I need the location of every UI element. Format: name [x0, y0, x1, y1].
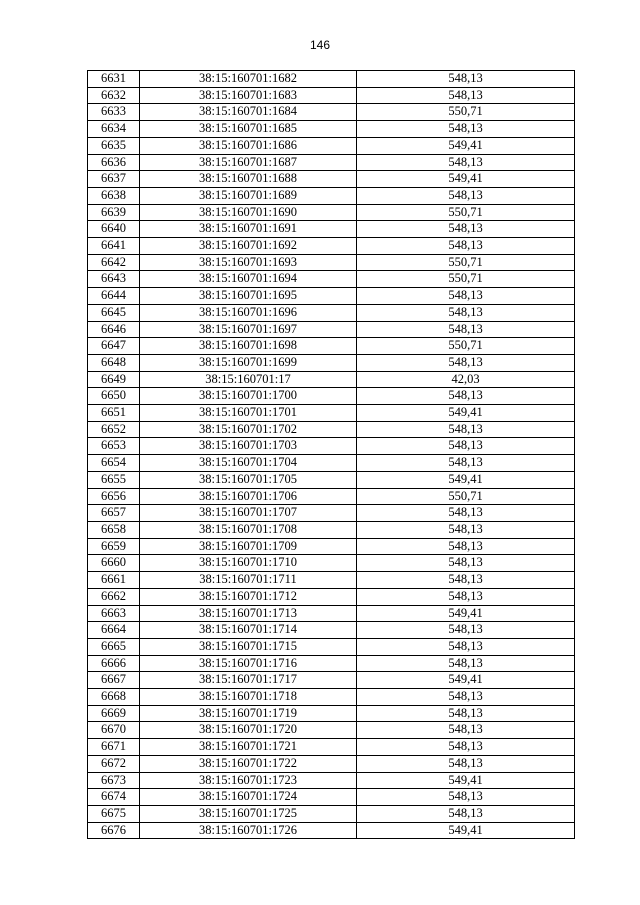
table-row	[88, 605, 575, 622]
row-number-cell: 6651	[88, 405, 140, 422]
area-cell: 42,03	[357, 371, 575, 388]
area-cell: 548,13	[357, 71, 575, 88]
cadastral-number-cell: 38:15:160701:1723	[140, 772, 357, 789]
table-row	[88, 354, 575, 371]
table-row	[88, 221, 575, 238]
cadastral-number-cell: 38:15:160701:1725	[140, 805, 357, 822]
row-number-cell: 6655	[88, 471, 140, 488]
cadastral-number-cell: 38:15:160701:1709	[140, 538, 357, 555]
row-number-cell: 6666	[88, 655, 140, 672]
table-row	[88, 555, 575, 572]
row-number-cell: 6648	[88, 354, 140, 371]
table-row	[88, 689, 575, 706]
row-number-cell: 6650	[88, 388, 140, 405]
row-number-cell: 6633	[88, 104, 140, 121]
row-number-cell: 6663	[88, 605, 140, 622]
row-number-cell: 6636	[88, 154, 140, 171]
row-number-cell: 6657	[88, 505, 140, 522]
row-number-cell: 6631	[88, 71, 140, 88]
row-number-cell: 6669	[88, 705, 140, 722]
row-number-cell: 6671	[88, 739, 140, 756]
cadastral-number-cell: 38:15:160701:1716	[140, 655, 357, 672]
area-cell: 548,13	[357, 455, 575, 472]
area-cell: 548,13	[357, 805, 575, 822]
cadastral-number-cell: 38:15:160701:1720	[140, 722, 357, 739]
area-cell: 550,71	[357, 204, 575, 221]
row-number-cell: 6634	[88, 121, 140, 138]
cadastral-number-cell: 38:15:160701:1726	[140, 822, 357, 839]
table-row	[88, 521, 575, 538]
area-cell: 549,41	[357, 171, 575, 188]
table-row	[88, 572, 575, 589]
table-row	[88, 154, 575, 171]
row-number-cell: 6653	[88, 438, 140, 455]
cadastral-number-cell: 38:15:160701:1722	[140, 755, 357, 772]
table-row	[88, 288, 575, 305]
cadastral-number-cell: 38:15:160701:1702	[140, 421, 357, 438]
row-number-cell: 6649	[88, 371, 140, 388]
row-number-cell: 6676	[88, 822, 140, 839]
table-row	[88, 371, 575, 388]
area-cell: 550,71	[357, 488, 575, 505]
cadastral-number-cell: 38:15:160701:1713	[140, 605, 357, 622]
table-row	[88, 204, 575, 221]
cadastral-number-cell: 38:15:160701:1705	[140, 471, 357, 488]
row-number-cell: 6658	[88, 521, 140, 538]
cadastral-number-cell: 38:15:160701:1683	[140, 87, 357, 104]
row-number-cell: 6660	[88, 555, 140, 572]
area-cell: 548,13	[357, 421, 575, 438]
area-cell: 550,71	[357, 338, 575, 355]
table-row	[88, 438, 575, 455]
table-row	[88, 338, 575, 355]
row-number-cell: 6647	[88, 338, 140, 355]
area-cell: 548,13	[357, 722, 575, 739]
registry-table	[87, 70, 575, 839]
row-number-cell: 6672	[88, 755, 140, 772]
cadastral-number-cell: 38:15:160701:1685	[140, 121, 357, 138]
row-number-cell: 6673	[88, 772, 140, 789]
area-cell: 548,13	[357, 638, 575, 655]
area-cell: 548,13	[357, 304, 575, 321]
area-cell: 548,13	[357, 739, 575, 756]
row-number-cell: 6642	[88, 254, 140, 271]
row-number-cell: 6665	[88, 638, 140, 655]
cadastral-number-cell: 38:15:160701:1724	[140, 789, 357, 806]
cadastral-number-cell: 38:15:160701:1688	[140, 171, 357, 188]
cadastral-number-cell: 38:15:160701:1693	[140, 254, 357, 271]
area-cell: 548,13	[357, 438, 575, 455]
cadastral-number-cell: 38:15:160701:1711	[140, 572, 357, 589]
area-cell: 548,13	[357, 588, 575, 605]
area-cell: 548,13	[357, 521, 575, 538]
table-row	[88, 588, 575, 605]
row-number-cell: 6667	[88, 672, 140, 689]
area-cell: 548,13	[357, 154, 575, 171]
cadastral-number-cell: 38:15:160701:1690	[140, 204, 357, 221]
table-row	[88, 488, 575, 505]
area-cell: 550,71	[357, 271, 575, 288]
area-cell: 548,13	[357, 705, 575, 722]
area-cell: 549,41	[357, 672, 575, 689]
cadastral-number-cell: 38:15:160701:1708	[140, 521, 357, 538]
cadastral-number-cell: 38:15:160701:1717	[140, 672, 357, 689]
table-row	[88, 137, 575, 154]
table-row	[88, 739, 575, 756]
row-number-cell: 6640	[88, 221, 140, 238]
cadastral-number-cell: 38:15:160701:1696	[140, 304, 357, 321]
table-row	[88, 405, 575, 422]
area-cell: 548,13	[357, 622, 575, 639]
cadastral-number-cell: 38:15:160701:1684	[140, 104, 357, 121]
cadastral-number-cell: 38:15:160701:1686	[140, 137, 357, 154]
table-row	[88, 822, 575, 839]
area-cell: 548,13	[357, 572, 575, 589]
row-number-cell: 6662	[88, 588, 140, 605]
table-row	[88, 538, 575, 555]
cadastral-number-cell: 38:15:160701:1694	[140, 271, 357, 288]
row-number-cell: 6635	[88, 137, 140, 154]
area-cell: 549,41	[357, 405, 575, 422]
area-cell: 548,13	[357, 87, 575, 104]
row-number-cell: 6656	[88, 488, 140, 505]
row-number-cell: 6675	[88, 805, 140, 822]
table-row	[88, 672, 575, 689]
table-row	[88, 171, 575, 188]
row-number-cell: 6645	[88, 304, 140, 321]
cadastral-number-cell: 38:15:160701:1718	[140, 689, 357, 706]
area-cell: 548,13	[357, 655, 575, 672]
row-number-cell: 6637	[88, 171, 140, 188]
area-cell: 548,13	[357, 187, 575, 204]
area-cell: 548,13	[357, 388, 575, 405]
area-cell: 549,41	[357, 137, 575, 154]
row-number-cell: 6644	[88, 288, 140, 305]
area-cell: 549,41	[357, 822, 575, 839]
row-number-cell: 6641	[88, 238, 140, 255]
cadastral-number-cell: 38:15:160701:1710	[140, 555, 357, 572]
area-cell: 549,41	[357, 471, 575, 488]
cadastral-number-cell: 38:15:160701:1719	[140, 705, 357, 722]
table-row	[88, 254, 575, 271]
cadastral-number-cell: 38:15:160701:1706	[140, 488, 357, 505]
table-row	[88, 638, 575, 655]
row-number-cell: 6670	[88, 722, 140, 739]
row-number-cell: 6654	[88, 455, 140, 472]
cadastral-number-cell: 38:15:160701:1715	[140, 638, 357, 655]
table-row	[88, 421, 575, 438]
cadastral-number-cell: 38:15:160701:17	[140, 371, 357, 388]
cadastral-number-cell: 38:15:160701:1689	[140, 187, 357, 204]
table-row	[88, 755, 575, 772]
area-cell: 549,41	[357, 605, 575, 622]
table-row	[88, 238, 575, 255]
table-row	[88, 87, 575, 104]
cadastral-number-cell: 38:15:160701:1691	[140, 221, 357, 238]
registry-table-body	[88, 71, 575, 839]
row-number-cell: 6674	[88, 789, 140, 806]
table-row	[88, 471, 575, 488]
table-row	[88, 187, 575, 204]
row-number-cell: 6659	[88, 538, 140, 555]
cadastral-number-cell: 38:15:160701:1703	[140, 438, 357, 455]
cadastral-number-cell: 38:15:160701:1698	[140, 338, 357, 355]
area-cell: 550,71	[357, 254, 575, 271]
area-cell: 549,41	[357, 772, 575, 789]
table-row	[88, 71, 575, 88]
table-row	[88, 705, 575, 722]
area-cell: 548,13	[357, 755, 575, 772]
cadastral-number-cell: 38:15:160701:1701	[140, 405, 357, 422]
table-row	[88, 388, 575, 405]
cadastral-number-cell: 38:15:160701:1714	[140, 622, 357, 639]
page-number: 146	[309, 38, 331, 52]
table-row	[88, 455, 575, 472]
row-number-cell: 6646	[88, 321, 140, 338]
cadastral-number-cell: 38:15:160701:1695	[140, 288, 357, 305]
table-row	[88, 722, 575, 739]
cadastral-number-cell: 38:15:160701:1697	[140, 321, 357, 338]
area-cell: 548,13	[357, 321, 575, 338]
area-cell: 548,13	[357, 354, 575, 371]
row-number-cell: 6638	[88, 187, 140, 204]
area-cell: 548,13	[357, 538, 575, 555]
row-number-cell: 6632	[88, 87, 140, 104]
cadastral-number-cell: 38:15:160701:1721	[140, 739, 357, 756]
area-cell: 548,13	[357, 221, 575, 238]
table-row	[88, 104, 575, 121]
row-number-cell: 6639	[88, 204, 140, 221]
table-row	[88, 789, 575, 806]
row-number-cell: 6664	[88, 622, 140, 639]
cadastral-number-cell: 38:15:160701:1712	[140, 588, 357, 605]
table-row	[88, 655, 575, 672]
table-row	[88, 772, 575, 789]
area-cell: 550,71	[357, 104, 575, 121]
cadastral-number-cell: 38:15:160701:1699	[140, 354, 357, 371]
row-number-cell: 6668	[88, 689, 140, 706]
row-number-cell: 6643	[88, 271, 140, 288]
row-number-cell: 6661	[88, 572, 140, 589]
area-cell: 548,13	[357, 689, 575, 706]
table-row	[88, 304, 575, 321]
area-cell: 548,13	[357, 555, 575, 572]
table-row	[88, 622, 575, 639]
table-row	[88, 505, 575, 522]
area-cell: 548,13	[357, 789, 575, 806]
area-cell: 548,13	[357, 121, 575, 138]
area-cell: 548,13	[357, 288, 575, 305]
table-row	[88, 121, 575, 138]
row-number-cell: 6652	[88, 421, 140, 438]
cadastral-number-cell: 38:15:160701:1692	[140, 238, 357, 255]
cadastral-number-cell: 38:15:160701:1704	[140, 455, 357, 472]
table-row	[88, 271, 575, 288]
cadastral-number-cell: 38:15:160701:1687	[140, 154, 357, 171]
cadastral-number-cell: 38:15:160701:1682	[140, 71, 357, 88]
area-cell: 548,13	[357, 505, 575, 522]
cadastral-number-cell: 38:15:160701:1707	[140, 505, 357, 522]
table-row	[88, 321, 575, 338]
cadastral-number-cell: 38:15:160701:1700	[140, 388, 357, 405]
area-cell: 548,13	[357, 238, 575, 255]
table-row	[88, 805, 575, 822]
